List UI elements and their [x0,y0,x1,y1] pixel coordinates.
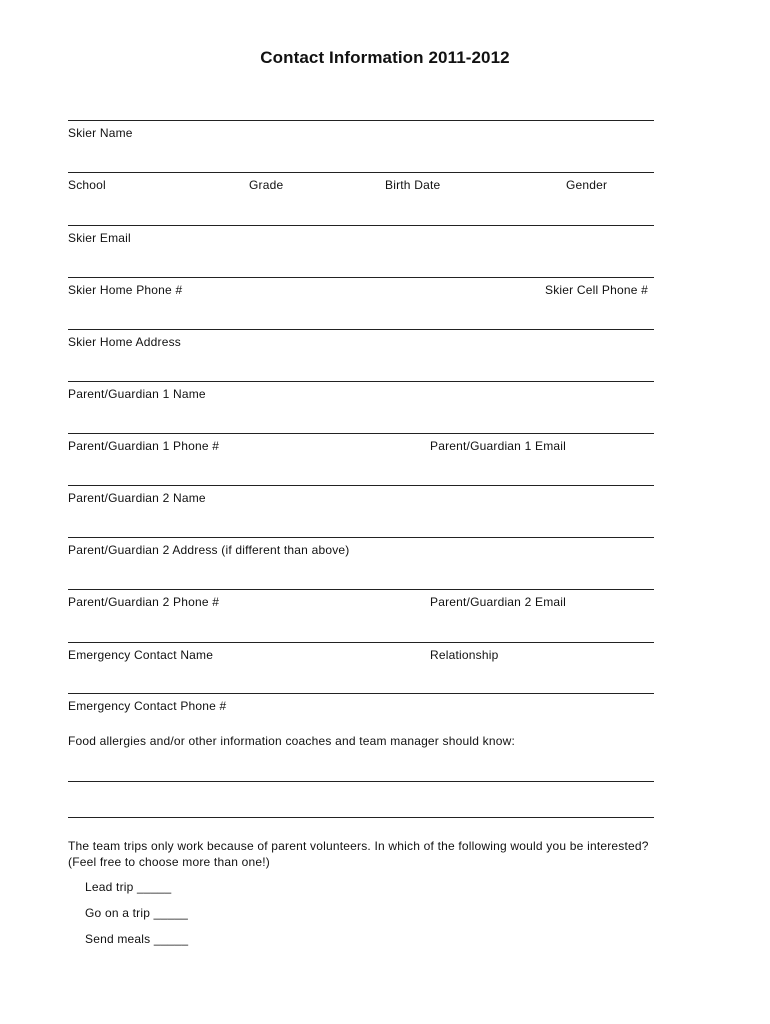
gender-label: Gender [566,178,608,192]
emergency-phone-label: Emergency Contact Phone # [68,699,227,713]
skier-name-label: Skier Name [68,126,133,140]
skier-name-line[interactable] [68,120,654,121]
relationship-label: Relationship [430,648,499,662]
pg1-email-label: Parent/Guardian 1 Email [430,439,567,453]
pg2-address-label: Parent/Guardian 2 Address (if different than above) [68,543,350,557]
skier-home-address-label: Skier Home Address [68,335,181,349]
emergency-phone-line[interactable] [68,693,654,694]
pg1-contact-line[interactable] [68,433,654,434]
pg1-name-line[interactable] [68,381,654,382]
pg1-phone-label: Parent/Guardian 1 Phone # [68,439,220,453]
skier-email-line[interactable] [68,225,654,226]
pg2-email-label: Parent/Guardian 2 Email [430,595,567,609]
volunteer-intro-line-2: (Feel free to choose more than one!) [68,855,270,869]
birth-date-label: Birth Date [385,178,441,192]
emergency-name-line[interactable] [68,642,654,643]
school-line[interactable] [68,172,654,173]
page-title: Contact Information 2011-2012 [260,48,510,67]
pg2-contact-line[interactable] [68,589,654,590]
skier-email-label: Skier Email [68,231,131,245]
option-lead-trip[interactable]: Lead trip _____ [85,880,172,894]
skier-phone-line[interactable] [68,277,654,278]
food-allergies-line-2[interactable] [68,817,654,818]
pg2-phone-label: Parent/Guardian 2 Phone # [68,595,220,609]
pg1-name-label: Parent/Guardian 1 Name [68,387,206,401]
option-go-on-trip[interactable]: Go on a trip _____ [85,906,189,920]
pg2-name-line[interactable] [68,485,654,486]
pg2-address-line[interactable] [68,537,654,538]
volunteer-intro-line-1: The team trips only work because of parent volunteers. In which of the following would you be interested? [68,839,649,853]
skier-cell-phone-label: Skier Cell Phone # [545,283,648,297]
pg2-name-label: Parent/Guardian 2 Name [68,491,206,505]
option-send-meals[interactable]: Send meals _____ [85,932,189,946]
school-label: School [68,178,106,192]
grade-label: Grade [249,178,284,192]
skier-address-line[interactable] [68,329,654,330]
skier-home-phone-label: Skier Home Phone # [68,283,183,297]
emergency-name-label: Emergency Contact Name [68,648,214,662]
food-allergies-prompt: Food allergies and/or other information coaches and team manager should know: [68,734,515,748]
food-allergies-line-1[interactable] [68,781,654,782]
